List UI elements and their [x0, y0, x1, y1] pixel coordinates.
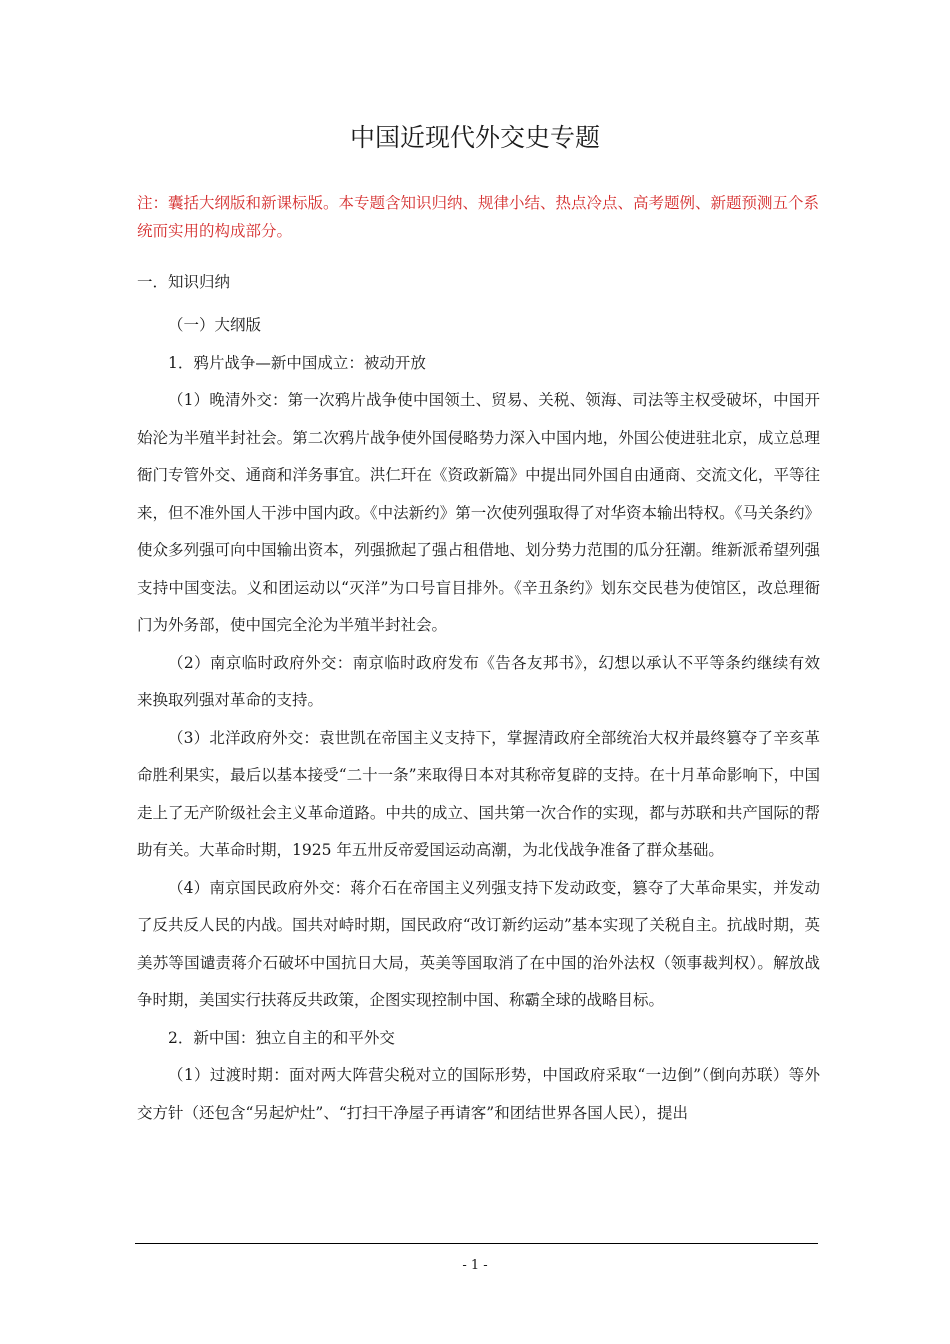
- body-text: [137, 307, 820, 1132]
- paragraph: （3）北洋政府外交：袁世凯在帝国主义支持下，掌握清政府全部统治大权并最终篡夺了辛亥革命胜利果实，最后以基本接受“二十一条”来取得日本对其称帝复辟的支持。在十月革命影响下，中国走上了无产阶级社会主义革命道路。中共的成立、国共第一次合作的实现，都与苏联和共产国际的帮助有关。大革命时期，1925 年五卅反帝爱国运动高潮，为北伐战争准备了群众基础。: [137, 728, 820, 859]
- paragraph: （1）晚清外交：第一次鸦片战争使中国领土、贸易、关税、领海、司法等主权受破坏，中国开始沦为半殖半封社会。第二次鸦片战争使外国侵略势力深入中国内地，外国公使进驻北京，成立总理衙门专管外交、通商和洋务事宜。洪仁玕在《资政新篇》中提出同外国自由通商、交流文化，平等往来，但不准外国人干涉中国内政。《中法新约》第一次使列强取得了对华资本输出特权。《马关条约》使众多列强可向中国输出资本，列强掀起了强占租借地、划分势力范围的瓜分狂潮。维新派希望列强支持中国变法。义和团运动以“灭洋”为口号盲目排外。《辛丑条约》划东交民巷为使馆区，改总理衙门为外务部，使中国完全沦为半殖半封社会。: [137, 391, 820, 634]
- page-title: 中国近现代外交史专题: [349, 123, 600, 152]
- paragraph: （1）过渡时期：面对两大阵营尖税对立的国际形势，中国政府采取“一边倒”（倒向苏联）等外交方针（还包含“另起炉灶”、“打扫干净屋子再请客”和团结世界各国人民），提出: [137, 1066, 820, 1122]
- section-heading: 一．知识归纳: [137, 273, 231, 291]
- red-note: 注：囊括大纲版和新课标版。本专题含知识归纳、规律小结、热点冷点、高考题例、新题预测五个系统而实用的构成部分。: [137, 194, 820, 240]
- point-heading: 1．鸦片战争—新中国成立：被动开放: [168, 353, 426, 372]
- point-heading: 2．新中国：独立自主的和平外交: [168, 1028, 395, 1047]
- page-number: - 1 -: [462, 1258, 488, 1273]
- footer-rule: [135, 1243, 818, 1244]
- subsection-heading: （一）大纲版: [168, 316, 262, 334]
- paragraph: （2）南京临时政府外交：南京临时政府发布《告各友邦书》，幻想以承认不平等条约继续有效来换取列强对革命的支持。: [137, 653, 820, 709]
- paragraph: （4）南京国民政府外交：蒋介石在帝国主义列强支持下发动政变，篡夺了大革命果实，并发动了反共反人民的内战。国共对峙时期，国民政府“改订新约运动”基本实现了关税自主。抗战时期，英美苏等国谴责蒋介石破坏中国抗日大局，英美等国取消了在中国的治外法权（领事裁判权）。解放战争时期，美国实行扶蒋反共政策，企图实现控制中国、称霸全球的战略目标。: [137, 878, 820, 1009]
